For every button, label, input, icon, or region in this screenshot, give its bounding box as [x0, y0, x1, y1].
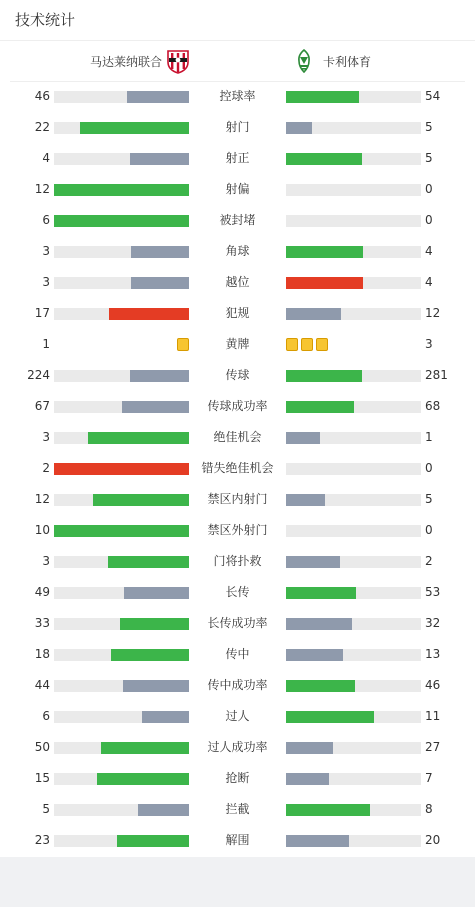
home-value: 224 — [27, 368, 50, 382]
away-team[interactable] — [291, 46, 371, 76]
away-value: 4 — [425, 275, 433, 289]
stat-row — [0, 732, 475, 763]
stat-label: 控球率 — [219, 89, 256, 103]
away-bar-track — [286, 246, 421, 258]
stat-row — [0, 236, 475, 267]
away-bar-fill — [286, 122, 312, 134]
away-bar-track — [286, 742, 421, 754]
home-bar-fill — [54, 184, 189, 196]
away-bar-fill — [286, 804, 370, 816]
home-bar-track — [54, 556, 189, 568]
away-value: 2 — [425, 554, 433, 568]
stat-label: 射正 — [225, 151, 250, 165]
stat-row — [0, 639, 475, 670]
stat-label: 禁区外射门 — [207, 523, 268, 537]
home-bar-track — [54, 91, 189, 103]
away-bar-fill — [286, 246, 363, 258]
away-value: 54 — [425, 89, 441, 103]
home-value: 1 — [42, 337, 50, 351]
home-value: 22 — [34, 120, 50, 134]
home-bar-fill — [124, 587, 189, 599]
home-bar-track — [54, 587, 189, 599]
away-yellow-cards — [286, 338, 328, 351]
away-bar-fill — [286, 91, 359, 103]
away-bar-track — [286, 494, 421, 506]
stat-label: 过人成功率 — [207, 740, 268, 754]
away-bar-fill — [286, 680, 355, 692]
home-value: 23 — [34, 833, 50, 847]
away-bar-fill — [286, 587, 356, 599]
away-value: 0 — [425, 213, 433, 227]
stat-label: 角球 — [225, 244, 250, 258]
away-bar-fill — [286, 432, 320, 444]
home-bar-track — [54, 804, 189, 816]
away-bar-fill — [286, 835, 349, 847]
away-value: 5 — [425, 492, 433, 506]
yellow-card-icon — [177, 338, 189, 351]
stat-label: 传球 — [225, 368, 250, 382]
stat-label: 被封堵 — [219, 213, 256, 227]
home-value: 44 — [34, 678, 50, 692]
home-bar-fill — [101, 742, 189, 754]
home-bar-fill — [122, 401, 190, 413]
home-bar-fill — [54, 463, 189, 475]
stat-label: 抢断 — [225, 771, 250, 785]
home-value: 17 — [34, 306, 50, 320]
stat-label: 越位 — [225, 275, 250, 289]
away-value: 5 — [425, 120, 433, 134]
home-bar-fill — [54, 525, 189, 537]
away-value: 0 — [425, 461, 433, 475]
home-team-name: 马达莱纳联合 — [90, 54, 163, 69]
stat-row — [0, 670, 475, 701]
away-value: 12 — [425, 306, 441, 320]
away-bar-fill — [286, 401, 354, 413]
away-bar-fill — [286, 742, 333, 754]
away-value: 3 — [425, 337, 433, 351]
home-value: 6 — [42, 709, 50, 723]
stat-label: 解围 — [225, 833, 250, 847]
home-bar-fill — [54, 215, 189, 227]
away-value: 8 — [425, 802, 433, 816]
home-value: 10 — [34, 523, 50, 537]
stat-row — [0, 701, 475, 732]
away-bar-track — [286, 680, 421, 692]
away-value: 7 — [425, 771, 433, 785]
away-bar-fill — [286, 773, 329, 785]
stat-row — [0, 794, 475, 825]
stat-row — [0, 360, 475, 391]
home-bar-fill — [142, 711, 189, 723]
title-divider — [0, 40, 475, 41]
away-bar-track — [286, 277, 421, 289]
away-value: 32 — [425, 616, 441, 630]
home-bar-fill — [109, 308, 189, 320]
stats-list — [0, 81, 475, 856]
stat-label: 射门 — [225, 120, 250, 134]
away-bar-track — [286, 308, 421, 320]
stat-label: 拦截 — [225, 802, 250, 816]
away-bar-fill — [286, 153, 362, 165]
stat-label: 射偏 — [225, 182, 250, 196]
stat-row — [0, 298, 475, 329]
home-value: 5 — [42, 802, 50, 816]
home-bar-fill — [117, 835, 189, 847]
home-bar-track — [54, 649, 189, 661]
home-bar-track — [54, 525, 189, 537]
stat-row — [0, 205, 475, 236]
away-bar-track — [286, 401, 421, 413]
home-bar-track — [54, 277, 189, 289]
home-team-crest-icon — [165, 48, 191, 74]
stat-row — [0, 329, 475, 360]
home-bar-fill — [127, 91, 189, 103]
stat-label: 传球成功率 — [207, 399, 268, 413]
home-value: 33 — [34, 616, 50, 630]
away-bar-track — [286, 525, 421, 537]
away-bar-fill — [286, 370, 362, 382]
away-bar-fill — [286, 494, 325, 506]
home-value: 6 — [42, 213, 50, 227]
away-bar-track — [286, 153, 421, 165]
away-value: 68 — [425, 399, 441, 413]
away-bar-track — [286, 122, 421, 134]
yellow-card-icon — [286, 338, 298, 351]
home-value: 3 — [42, 430, 50, 444]
home-bar-fill — [80, 122, 189, 134]
home-bar-track — [54, 432, 189, 444]
section-title: 技术统计 — [15, 11, 76, 29]
stat-label: 长传 — [225, 585, 250, 599]
home-bar-fill — [123, 680, 189, 692]
away-value: 0 — [425, 523, 433, 537]
away-bar-fill — [286, 618, 352, 630]
home-bar-track — [54, 711, 189, 723]
away-value: 20 — [425, 833, 441, 847]
away-bar-track — [286, 711, 421, 723]
home-value: 3 — [42, 275, 50, 289]
stat-row — [0, 267, 475, 298]
home-bar-fill — [138, 804, 189, 816]
home-yellow-cards — [177, 338, 189, 351]
home-value: 12 — [34, 492, 50, 506]
home-bar-track — [54, 246, 189, 258]
stat-label: 传中成功率 — [207, 678, 268, 692]
home-team[interactable] — [90, 46, 191, 76]
away-team-name: 卡利体育 — [323, 54, 372, 69]
away-bar-fill — [286, 649, 343, 661]
away-bar-track — [286, 215, 421, 227]
home-bar-track — [54, 122, 189, 134]
away-bar-track — [286, 184, 421, 196]
stat-row — [0, 453, 475, 484]
stat-row — [0, 112, 475, 143]
away-value: 0 — [425, 182, 433, 196]
away-bar-track — [286, 432, 421, 444]
yellow-card-icon — [316, 338, 328, 351]
away-bar-fill — [286, 277, 363, 289]
away-value: 46 — [425, 678, 441, 692]
home-bar-track — [54, 835, 189, 847]
home-bar-track — [54, 494, 189, 506]
stat-label: 门将扑救 — [213, 554, 262, 568]
away-value: 53 — [425, 585, 441, 599]
away-value: 13 — [425, 647, 441, 661]
stat-label: 绝佳机会 — [213, 430, 262, 444]
stat-label: 黄牌 — [225, 337, 250, 351]
home-bar-fill — [97, 773, 189, 785]
away-value: 281 — [425, 368, 448, 382]
home-value: 4 — [42, 151, 50, 165]
stat-row — [0, 391, 475, 422]
stat-row — [0, 825, 475, 856]
home-value: 12 — [34, 182, 50, 196]
away-bar-track — [286, 835, 421, 847]
stat-label: 禁区内射门 — [207, 492, 268, 506]
away-bar-fill — [286, 556, 340, 568]
stat-row — [0, 484, 475, 515]
away-bar-track — [286, 556, 421, 568]
home-bar-fill — [93, 494, 189, 506]
yellow-card-icon — [301, 338, 313, 351]
stat-row — [0, 143, 475, 174]
away-value: 27 — [425, 740, 441, 754]
home-bar-fill — [131, 277, 189, 289]
home-bar-track — [54, 742, 189, 754]
stat-row — [0, 422, 475, 453]
stat-label: 传中 — [225, 647, 250, 661]
away-bar-track — [286, 773, 421, 785]
away-value: 4 — [425, 244, 433, 258]
home-bar-fill — [108, 556, 189, 568]
stat-row — [0, 763, 475, 794]
home-bar-track — [54, 215, 189, 227]
away-bar-track — [286, 91, 421, 103]
away-value: 1 — [425, 430, 433, 444]
home-bar-fill — [130, 153, 189, 165]
away-bar-fill — [286, 308, 341, 320]
home-bar-track — [54, 463, 189, 475]
away-bar-track — [286, 649, 421, 661]
home-bar-fill — [120, 618, 189, 630]
home-bar-fill — [111, 649, 189, 661]
stat-row — [0, 515, 475, 546]
stat-row — [0, 81, 475, 112]
home-bar-fill — [88, 432, 189, 444]
stat-label: 犯规 — [225, 306, 250, 320]
away-team-crest-icon — [291, 48, 317, 74]
home-bar-track — [54, 308, 189, 320]
stat-label: 错失绝佳机会 — [201, 461, 274, 475]
away-bar-fill — [286, 711, 374, 723]
away-bar-track — [286, 804, 421, 816]
home-bar-track — [54, 401, 189, 413]
home-value: 3 — [42, 554, 50, 568]
away-bar-track — [286, 463, 421, 475]
home-bar-track — [54, 773, 189, 785]
home-value: 3 — [42, 244, 50, 258]
home-bar-fill — [131, 246, 189, 258]
away-value: 11 — [425, 709, 441, 723]
home-value: 67 — [34, 399, 50, 413]
home-bar-track — [54, 370, 189, 382]
stat-row — [0, 608, 475, 639]
stat-row — [0, 174, 475, 205]
home-value: 46 — [34, 89, 50, 103]
away-bar-track — [286, 587, 421, 599]
stat-row — [0, 546, 475, 577]
home-value: 2 — [42, 461, 50, 475]
stat-row — [0, 577, 475, 608]
home-bar-track — [54, 618, 189, 630]
home-bar-fill — [130, 370, 189, 382]
home-value: 15 — [34, 771, 50, 785]
stat-label: 过人 — [225, 709, 250, 723]
home-bar-track — [54, 184, 189, 196]
home-bar-track — [54, 153, 189, 165]
away-value: 5 — [425, 151, 433, 165]
home-bar-track — [54, 680, 189, 692]
stat-label: 长传成功率 — [207, 616, 268, 630]
away-bar-track — [286, 370, 421, 382]
home-value: 50 — [34, 740, 50, 754]
away-bar-track — [286, 618, 421, 630]
home-value: 18 — [34, 647, 50, 661]
home-value: 49 — [34, 585, 50, 599]
